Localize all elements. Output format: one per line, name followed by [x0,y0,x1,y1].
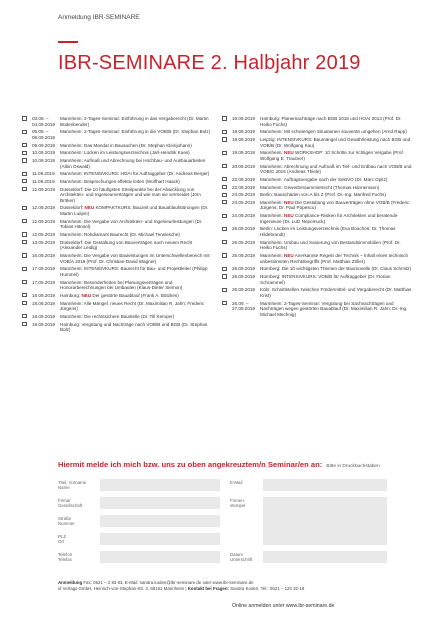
seminar-item [222,129,412,135]
page-title: IBR-SEMINARE 2. Halbjahr 2019 [58,52,361,74]
seminar-title [260,301,412,318]
seminar-checkbox[interactable] [22,314,27,318]
seminar-title [260,137,412,148]
seminar-checkbox[interactable] [22,253,27,257]
seminar-date: 11.09.2019 [32,171,55,177]
seminar-item [222,177,412,183]
seminar-text: Mannheim: Auftragsvergabe nach der SektVO (Dr. Marc Opitz) [260,176,388,182]
seminar-checkbox[interactable] [22,179,27,183]
seminar-title [260,192,412,198]
seminar-title [60,232,212,238]
seminar-date: 18.09.2019 [32,313,55,319]
seminar-item [222,150,412,161]
seminar-date: 25.09.2019 [232,253,255,258]
contact-line-2-end: Sandra Koden, Tel.: 0621 – 120 32-18 [229,585,305,591]
seminar-text: Mannheim: [260,199,285,205]
seminar-text: Köln: Schnittstellen zwischen Fördermittel- und Vergaberecht (Dr. Matthias Krist) [260,287,412,298]
seminar-checkbox[interactable] [22,143,27,147]
seminar-checkbox[interactable] [222,240,227,244]
seminar-text: Düsseldorf: Die Gestaltung von Bauverträgen nach neuem Recht (Alexander Leidig) [60,239,193,251]
seminar-title [60,116,212,127]
new-badge: NEU [284,150,294,156]
contact-line-2-text: id Verlags GmbH, Heinrich-von-Stephan-Str. 3, 68161 Mannheim | [58,585,188,591]
label-stamp: Firmen- stempel [230,498,246,509]
seminar-text: Mannheim: 2-Tages-Seminar: Einführung in das Vergaberecht (Dr. Martin Büdenbender) [60,116,209,127]
seminar-text: Mannheim: [260,213,285,219]
seminar-title [60,314,212,320]
new-badge: NEU [81,292,92,298]
seminar-item [222,137,412,148]
label-plz: PLZ Ort [58,534,67,545]
seminar-text: Düsseldorf: [60,205,85,211]
seminar-text: Mannheim: 2-Tages-Seminar: Einführung in die VOB/B (Dr. Stephan Bolz) [60,129,211,135]
seminar-title [60,219,212,230]
seminar-title [60,253,212,264]
seminar-checkbox[interactable] [222,185,227,189]
seminar-text: Nürnberg: INTENSIVKURS: VOB/B für Auftraggeber (Dr. Florian Schrammel) [260,273,391,285]
seminar-checkbox[interactable] [222,130,227,134]
seminar-text: Mannheim: Aufmaß und Abrechnung bei Hochbau- und Ausbauarbeiten (Albin Oswald) [60,157,206,169]
signature-field[interactable] [263,551,387,563]
seminar-item [22,280,212,291]
seminar-item [22,143,212,149]
seminar-date: 25.09.2019 [232,239,255,245]
seminar-text: Mannheim: Umbau und Sanierung von Bestandsimmobilien (Prof. Dr. Heiko Fuchs) [260,239,401,251]
seminar-item [222,253,412,264]
seminar-title [260,164,412,175]
seminar-text: Mannheim: Das Mandat in Bausachen (Dr. Stephan Kleinjohann) [60,142,192,148]
seminar-text: Mannheim: Besprechungen effektiv leiten (Wolfhart Haack) [60,178,180,184]
seminar-item [22,293,212,299]
seminar-checkbox[interactable] [22,240,27,244]
seminar-checkbox[interactable] [222,267,227,271]
seminar-text-rest: Anerkannte Regeln der Technik – Inhalt eines technisch unbestimmten Rechtsbegriffs (Prof. Matthias Zöller) [260,253,409,264]
seminar-checkbox[interactable] [222,214,227,218]
seminar-date: 24.09.2019 [232,213,255,219]
seminar-item [22,219,212,230]
seminar-date: 23.09.2019 [232,184,255,190]
seminar-date: 19.09.2019 [232,150,255,156]
label-street: Straße Nummer [58,516,75,527]
seminar-checkbox[interactable] [22,232,27,236]
seminar-date: 25.09.2019 [232,226,255,232]
seminar-date: 09.09.2019 [32,142,55,148]
label-date: Datum Unterschrift [230,552,253,563]
seminar-checkbox[interactable] [222,301,227,305]
seminar-title [60,187,212,204]
seminar-item [222,287,412,298]
seminar-date: 13.09.2019 [32,239,55,245]
seminar-item [222,213,412,224]
seminar-item [222,192,412,198]
seminar-checkbox[interactable] [22,280,27,284]
seminar-item [22,158,212,169]
seminar-item [222,274,412,285]
seminar-checkbox[interactable] [222,164,227,168]
seminar-date: 24.09.2019 [232,192,255,198]
seminar-checkbox[interactable] [222,137,227,141]
seminar-text: Mannheim: Die rechtssichere Baustelle (Dr. Till Kemper) [60,313,175,319]
contact-line-2 [58,586,304,592]
seminar-item [22,266,212,277]
street-field[interactable] [100,515,220,527]
city-field[interactable] [100,533,220,545]
seminar-checkbox[interactable] [22,301,27,305]
seminar-date: 03.09. – 04.09.2019 [32,116,55,127]
seminar-text-rest: WORKSHOP: 10 Schritte zur richtigen Vergabe (Prof. Wolfgang E. Trautner) [260,150,405,161]
seminar-checkbox[interactable] [22,206,27,210]
seminar-item [22,150,212,156]
seminar-title [60,150,212,156]
seminar-date: 19.09.2019 [32,321,55,327]
seminar-item [22,129,212,140]
form-title [58,460,380,469]
seminar-date: 10.09.2019 [32,150,55,156]
seminar-item [22,314,212,320]
seminar-item [22,301,212,312]
seminar-title [60,179,212,185]
seminar-title [260,274,412,285]
seminar-text: Mannheim: [260,253,285,258]
seminar-title [60,293,212,299]
seminar-date: 26.09.2019 [232,287,255,293]
seminar-checkbox[interactable] [222,200,227,204]
seminar-text: Mannheim: INTENSIVKURS: HOAI für Auftraggeber (Dr. Andreas Berger) [60,171,210,177]
label-firma: Firma/ Gesellschaft [58,498,83,509]
seminar-title [60,322,212,333]
seminar-checkbox[interactable] [222,274,227,278]
seminar-text-rest: Die Gestaltung von Bauverträgen ohne VOB/B (Frederic Jürgens; Dr. Paul Popescu) [260,199,410,211]
seminar-checkbox[interactable] [222,288,227,292]
seminar-text: Mannheim: [260,150,285,156]
seminar-title [260,240,412,251]
seminar-text: Mannheim: Die Vergabe von Architekten- und Ingenieurleistungen (Dr. Tobias Hänsel) [60,218,203,230]
contact-line-1-bold: Anmeldung [58,580,83,585]
seminar-text: Berlin: Lücken im Leistungsverzeichnis (Eva Bouchon; Dr. Thomas Hildebrandt) [260,226,396,238]
seminar-text: Mannheim: Gewerberaummietrecht (Thomas Hannemann) [260,184,380,190]
seminar-text: Mannheim: Mit schwierigen Situationen souverän umgehen (Arnd Rapp) [260,129,407,135]
phone-field[interactable] [100,551,220,563]
seminar-text: Mannheim: Abrechnung und Aufmaß im Tief- und Erdbau nach VOB/B und VOB/C 2016 (Andreas Thiele) [260,163,412,175]
seminar-date: 19.09.2019 [232,116,255,121]
form-hint: Bitte in Druckbuchstaben [326,464,380,469]
seminar-checkbox[interactable] [22,151,27,155]
seminar-text: Düsseldorf: Die 10 häufigsten Streitpunkte bei der Abwicklung von Architekten- und Ingenieurverträgen und wie man sie vermeidet (Jörn Bröker) [60,186,201,203]
seminar-item [22,171,212,177]
seminar-text-rest: Der gestörte Bauablauf (Frank A. Bötzkes) [91,292,179,298]
seminar-item [222,116,412,127]
seminar-title [60,301,212,312]
seminar-title [260,213,412,224]
seminar-title [60,205,212,216]
seminar-checkbox[interactable] [222,151,227,155]
seminar-title [260,266,412,272]
seminar-checkbox[interactable] [22,187,27,191]
name-field[interactable] [100,479,220,491]
seminar-title [60,266,212,277]
seminar-checkbox[interactable] [222,116,227,120]
seminar-date: 26.09. – 27.09.2019 [232,300,255,312]
seminar-item [222,185,412,191]
seminar-checkbox[interactable] [22,267,27,271]
seminar-date: 25.09.2019 [232,273,255,279]
seminar-list-right [222,116,412,319]
new-badge: NEU [84,205,95,211]
seminar-text: Berlin: Bauschäden von A bis Z (Prof. Dr.-Ing. Manfred Fuchs) [260,192,386,198]
seminar-checkbox[interactable] [22,130,27,134]
accent-rule [58,41,78,43]
seminar-text-rest: Compliance-Risiken für Architekten und beratende Ingenieure (Dr. Lutz Nepomuck) [260,213,398,224]
seminar-date: 19.09.2019 [232,129,255,135]
seminar-date: 19.09.2019 [232,136,255,142]
seminar-checkbox[interactable] [22,116,27,120]
seminar-item [22,240,212,251]
seminar-item [22,187,212,204]
seminar-date: 12.09.2019 [32,232,55,238]
seminar-title [60,171,212,177]
seminar-date: 12.09.2019 [32,218,55,224]
seminar-text: Mannheim: Die Vergabe von Bauleistungen im Unterschwellenbereich mit VOB/A 2019 (Prof. Dr. Christian-David Wagner) [60,253,210,264]
seminar-text: Mannheim: Besonderheiten bei Planungsverträgen und Honorarberechnungen bei Umbauten (Klaus-Dieter Siemon) [60,279,183,291]
seminar-date: 10.09.2019 [32,157,55,163]
seminar-text: Mannheim: 2-Tages-Seminar: Vergütung bei Sachnachträgen und Nachträgen wegen gestörten Bauablauf (Dr. Maximilian R. Jahn; Dr.-Ing. Michael Mechnig) [260,300,408,317]
seminar-date: 25.09.2019 [232,266,255,272]
new-badge: NEU [284,199,294,205]
new-badge: NEU [284,213,294,219]
seminar-title [260,185,412,191]
seminar-text: Hamburg: Planernachträge nach BGB 2018 und HOAI 2013 (Prof. Dr. Heiko Fuchs) [260,116,402,127]
seminar-checkbox[interactable] [22,322,27,326]
seminar-text-rest: KOMPAKTKURS: Bauzeit und Bauablaufstörungen (Dr. Martin Luitjen) [60,205,209,217]
seminar-text: Mannheim: Rohdiamant Baurecht (Dr. Michael Terwiesche) [60,232,180,238]
seminar-item [22,116,212,127]
seminar-date: 16.09.2019 [32,253,55,258]
seminar-item [222,226,412,237]
seminar-text: Mannheim: Lücken im Leistungsverzeichnis (Jarl-Hendrik Kues) [60,150,190,156]
seminar-text: Leipzig: INTENSIVKURS: Baumängel und Gewährleistung nach BGB und VOB/B (Dr. Wolfgang Kau) [260,136,411,148]
seminar-item [222,200,412,211]
seminar-date: 11.09.2019 [32,178,55,184]
email-field[interactable] [263,479,387,491]
seminar-checkbox[interactable] [22,172,27,176]
seminar-item [22,205,212,216]
seminar-title [260,200,412,211]
seminar-text: Hamburg: Vergütung und Nachträge nach VOB/B und BGB (Dr. Stephan Bolz) [60,321,208,333]
seminar-date: 23.09.2019 [232,176,255,182]
seminar-date: 05.09. – 06.09.2019 [32,129,55,140]
seminar-text: Mannheim: Alle Mängel, neues Recht (Dr. Maximilian R. Jahn; Frederic Jürgens) [60,300,205,312]
seminar-title [60,158,212,169]
seminar-date: 20.09.2019 [232,163,255,169]
seminar-title [260,116,412,127]
seminar-text: Nürnberg: Die 10 wichtigsten Themen der Baumovelle (Dr. Claus Schmitz) [260,266,412,272]
form-title-text: Hiermit melde ich mich bzw. uns zu oben angekreuztem/n Seminar/en an: [58,460,323,469]
seminar-checkbox[interactable] [222,227,227,231]
seminar-date: 18.09.2019 [32,300,55,306]
seminar-text: Mannheim: INTENSIVKURS: Baurecht für Bau- und Projektleiter (Philipp Hummel) [60,266,208,277]
seminar-checkbox[interactable] [22,293,27,297]
company-stamp-field[interactable] [263,497,387,545]
seminar-title [260,226,412,237]
label-email: E-Mail [230,480,243,485]
seminar-checkbox[interactable] [222,193,227,197]
seminar-date: 12.09.2019 [32,205,55,211]
online-registration-link[interactable]: Online anmelden unter www.ibr-seminare.de [232,603,335,609]
seminar-text: Hamburg: [60,292,82,298]
seminar-item [222,301,412,318]
seminar-checkbox[interactable] [222,253,227,257]
seminar-title [260,150,412,161]
contact-line-1-text: Fax: 0621 – 2 83 83, E-Mail: sandra.koden@ibr-seminare.de oder www.ibr-seminare.de [82,580,254,585]
seminar-title [260,129,412,135]
contact-line-2-bold: Kontakt bei Fragen: [187,585,229,591]
seminar-item [22,179,212,185]
seminar-title [60,240,212,251]
seminar-item [222,164,412,175]
seminar-title [60,280,212,291]
seminar-date: 17.09.2019 [32,266,55,272]
seminar-title [260,253,412,264]
seminar-title [260,287,412,298]
seminar-date: 17.09.2019 [32,279,55,285]
seminar-checkbox[interactable] [222,177,227,181]
contact-info [58,580,304,592]
seminar-title [60,143,212,149]
section-label: Anmeldung IBR-SEMINARE [58,14,140,21]
seminar-title [60,129,212,140]
seminar-item [222,240,412,251]
seminar-checkbox[interactable] [22,158,27,162]
seminar-date: 24.09.2019 [232,199,255,205]
company-field[interactable] [100,497,220,509]
seminar-title [260,177,412,183]
new-badge: NEU [284,253,294,258]
seminar-item [22,253,212,264]
seminar-list-left [22,116,212,335]
seminar-date: 12.09.2019 [32,186,55,192]
seminar-item [22,322,212,333]
label-phone: Telefon Telefax [58,552,73,563]
seminar-item [22,232,212,238]
seminar-checkbox[interactable] [22,219,27,223]
seminar-item [222,266,412,272]
label-name: Titel, Vorname Name [58,480,87,491]
seminar-date: 18.09.2019 [32,292,55,298]
